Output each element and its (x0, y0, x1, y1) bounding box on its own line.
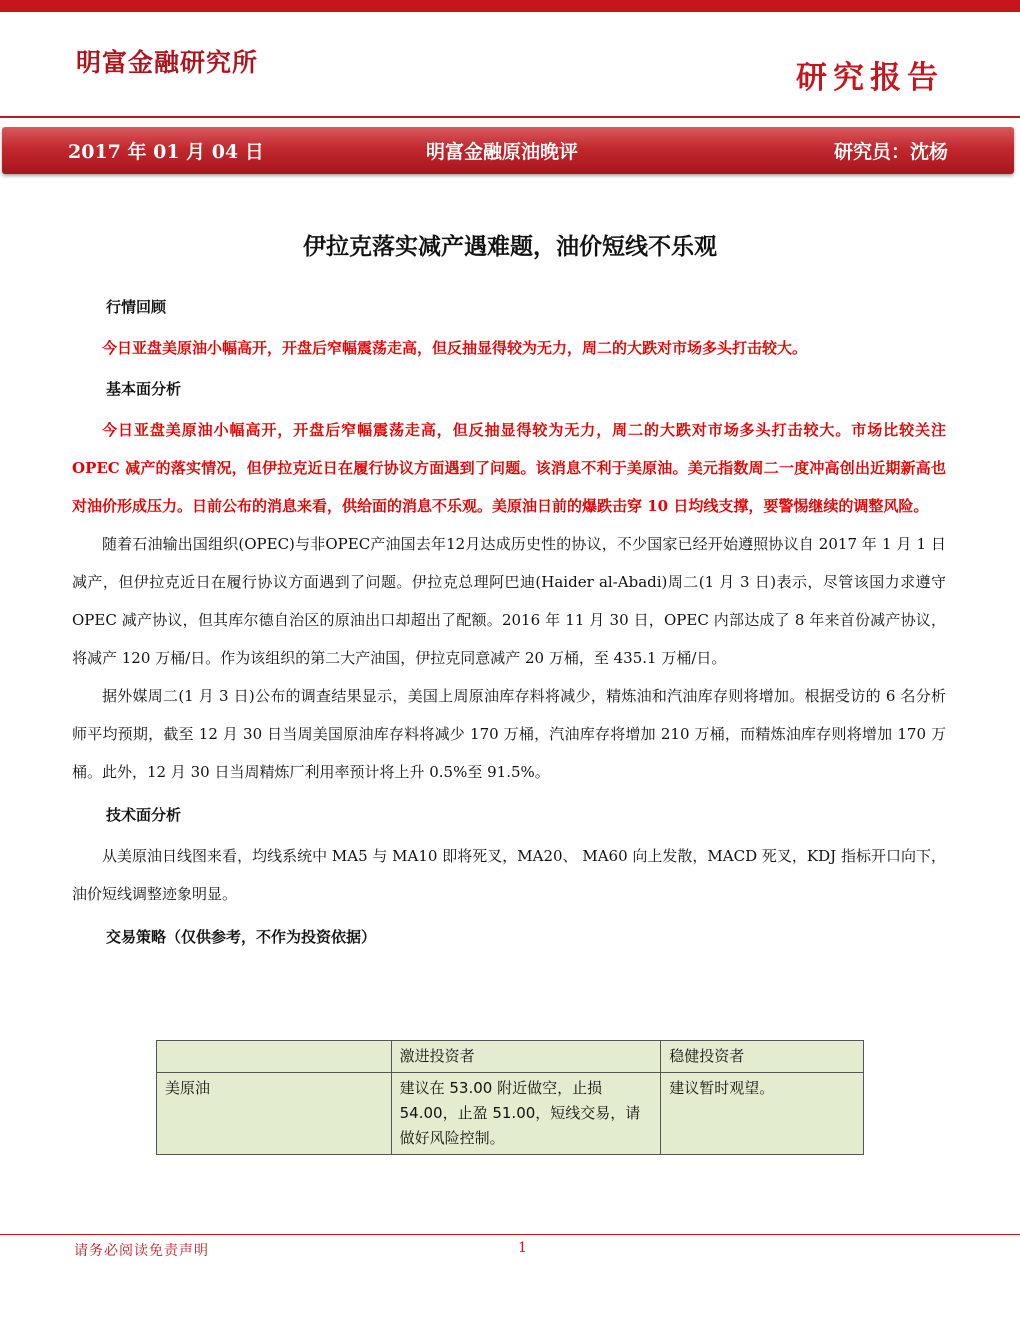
section-heading-technical: 技术面分析 (106, 806, 182, 824)
fundamental-summary: 今日亚盘美原油小幅高开，开盘后窄幅震荡走高，但反抽显得较为无力，周二的大跌对市场多头打击较大。市场比较关注 OPEC 减产的落实情况，但伊拉克近日在履行协议方面遇到了问题。该消息不利于美原油。美元指数周二一度冲高创出近期新高也对油价形成压力。日前公布的消息来看，供给面的消息不乐观。美原油日前的爆跌击穿 10 日均线支撑，要警惕继续的调整风险。 (72, 421, 946, 515)
section-heading-fundamental: 基本面分析 (106, 380, 182, 398)
table-row (157, 1073, 864, 1155)
table-header-cell: 激进投资者 (391, 1041, 661, 1073)
table-header-cell: 稳健投资者 (661, 1041, 864, 1073)
table-cell-aggressive: 建议在 53.00 附近做空，止损 54.00，止盈 51.00，短线交易，请做好风险控制。 (391, 1073, 661, 1155)
report-banner (2, 127, 1014, 174)
company-logo (76, 44, 258, 78)
table-cell-instrument: 美原油 (157, 1073, 392, 1155)
disclaimer-note: 请务必阅读免责声明 (74, 1243, 209, 1259)
header-divider (0, 116, 1020, 118)
strategy-table (156, 1040, 864, 1155)
analyst-name: 研究员：沈杨 (833, 141, 948, 163)
fundamental-paragraph-2: 据外媒周二(1 月 3 日)公布的调查结果显示，美国上周原油库存料将减少，精炼油和汽油库存则将增加。根据受访的 6 名分析师平均预期，截至 12 月 30 日当周美国原油库存料将减少 170 万桶，汽油库存将增加 210 万桶，而精炼油库存则将增加 170 万桶。此外，12 月 30 日当周精炼厂利用率预计将上升 0.5%至 91.5%。 (72, 687, 946, 781)
table-cell-conservative: 建议暂时观望。 (661, 1073, 864, 1155)
report-title: 伊拉克落实减产遇难题，油价短线不乐观 (303, 233, 717, 260)
report-date: 2017 年 01 月 04 日 (68, 141, 264, 163)
section-heading-market-review: 行情回顾 (106, 298, 167, 316)
report-body (72, 295, 946, 949)
footer-divider (0, 1234, 1020, 1235)
logo-text: 明富金融研究所 (76, 48, 259, 77)
top-accent-bar (0, 0, 1020, 12)
table-header-cell (157, 1041, 392, 1073)
report-series: 明富金融原油晚评 (426, 141, 579, 163)
table-header-row (157, 1041, 864, 1073)
market-review-text: 今日亚盘美原油小幅高开，开盘后窄幅震荡走高，但反抽显得较为无力，周二的大跌对市场多头打击较大。 (102, 339, 808, 357)
report-type-label: 研究报告 (796, 60, 944, 96)
page-number: 1 (518, 1240, 527, 1256)
section-heading-strategy: 交易策略（仅供参考，不作为投资依据） (106, 928, 377, 946)
fundamental-paragraph-1: 随着石油输出国组织(OPEC)与非OPEC产油国去年12月达成历史性的协议，不少国家已经开始遵照协议自 2017 年 1 月 1 日减产，但伊拉克近日在履行协议方面遇到了问题。伊拉克总理阿巴迪(Haider al-Abadi)周二(1 月 3 日)表示，尽管该国力求遵守 OPEC 减产协议，但其库尔德自治区的原油出口却超出了配额。2016 年 11 月 30 日，OPEC 内部达成了 8 年来首份减产协议，将减产 120 万桶/日。作为该组织的第二大产油国，伊拉克同意减产 20 万桶，至 435.1 万桶/日。 (72, 535, 946, 667)
technical-analysis-text: 从美原油日线图来看，均线系统中 MA5 与 MA10 即将死叉，MA20、 MA60 向上发散，MACD 死叉，KDJ 指标开口向下，油价短线调整迹象明显。 (72, 847, 946, 903)
